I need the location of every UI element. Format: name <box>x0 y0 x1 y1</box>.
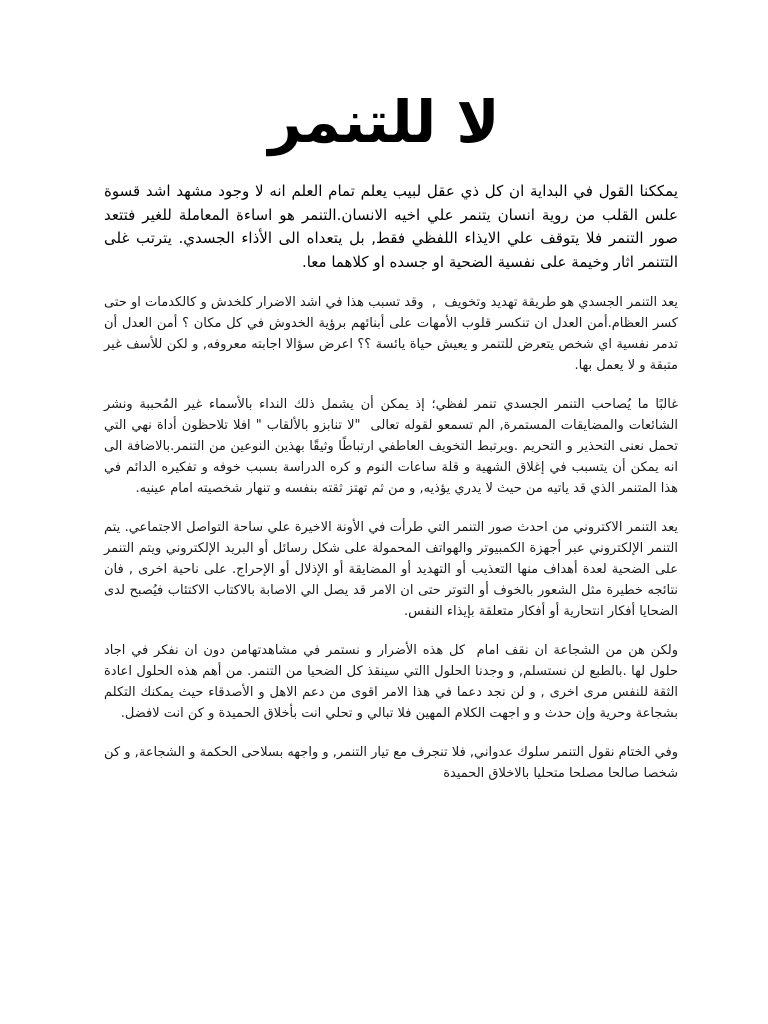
paragraph-conclusion: وفي الختام نقول التنمر سلوك عدواني, فلا تنجرف مع تيار التنمر, و واجهه بسلاحى الحكمة و الشجاعة, و كن شخصا صالحا مصلحا متحليا بالاخلاق الحميدة <box>99 745 678 781</box>
document-body <box>95 180 678 802</box>
paragraph-introduction: يمككنا القول في البداية ان كل ذي عقل لبيب يعلم تمام العلم انه لا وجود مشهد اشد قسوة علس القلب من روية انسان يتنمر علي اخيه الانسان.التنمر هو اساءة المعاملة للغير فتتعد صور التنمر فلا يتوقف علي الايذاء اللفظي فقط, بل يتعداه الى الأذاء الجسدي. يترتب غلى التتنمر اثار وخيمة على نفسية الضحية او جسده او كلاهما معا. <box>99 182 678 271</box>
paragraph-solutions: ولكن هن من الشجاعة ان نقف امام كل هذه الأضرار و نستمر في مشاهدتهامن دون ان نفكر في اجاد حلول لها .بالطبع لن نستسلم, و وجدنا الحلول االتي سينقذ كل الضحيا من التنمر. من أهم هذه الحلول اعادة الثقة للنفس مرى اخرى , و لن نجد دعما في هذا الامر اقوى من دعم الاهل و الأصدقاء حيث يمكنك التكلم بشجاعة وحرية وإن حدث و و اجهت الكلام المهين فلا تبالي و تحلي انت بأخلاق الحميدة و كن انت لافضل. <box>95 643 678 721</box>
paragraph-cyber-bullying: يعد التنمر الاكتروني من احدث صور التنمر التي طرأت في الأونة الاخيرة علي ساحة التواصل الاجتماعي. يتم التنمر الإلكتروني عبر أجهزة الكمبيوتر والهواتف المحمولة على شكل رسائل أو البريد الإلكتروني ويتم التنمر على الضحية لعدة أهداف منها التعذيب أو التهديد أو المضايقة أو الإذلال أو الإحراج. على ناحية اخرى , فان نتائجه خطيرة مثل الشعور بالخوف أو التوتر حتى ان الامر قد يصل الي الاصابة بالاكتاب الاكتئاب فيُصبح لدى الضحايا أفكار انتحارية أو أفكار متعلقة بإيذاء النفس. <box>99 520 678 619</box>
document-title: لا للتنمر <box>268 88 500 156</box>
paragraph-verbal-bullying: غالبًا ما يُصاحب التنمر الجسدي تنمر لفظي؛ إذ يمكن أن يشمل ذلك النداء بالأسماء غير المُحببة ونشر الشائعات والمضايقات المستمرة, الم تسمعو لقوله تعالى "لا تنابزو بالألقاب " افلا تلاحظون أداة نهي التي تحمل نعنى التحذير و التحريم .ويرتبط التخويف العاطفي ارتباطًا وثيقًا بهذين النوعين من التنمر.بالاضافة الى انه يمكن أن يتسبب في إغلاق الشهية و قلة ساعات النوم و كره الدراسة بسبب خوفه و تفكيره الدائم في هذا المتنمر الذي قد ياتيه من حيث لا يدري يؤذيه, و من ثم تهتز ثقته بنفسه و تنهار شخصيته امام عينيه. <box>99 397 678 496</box>
paragraph-physical-bullying: يعد التنمر الجسدي هو طريقة تهديد وتخويف , وقد تسبب هذا في اشد الاضرار كلخدش و كالكدمات او حتى كسر العظام.أمن العدل ان تنكسر قلوب الأمهات على أبنائهم برؤية الخدوش في كل مكان ؟ أمن العدل أن تدمر نفسية اي شخص يتعرض للتنمر و يعيش حياة يائسة ؟؟ اعرض سؤالا اجابته معروفه, و لكن للأسف غير متبقة و لا يعمل بها. <box>99 295 678 373</box>
